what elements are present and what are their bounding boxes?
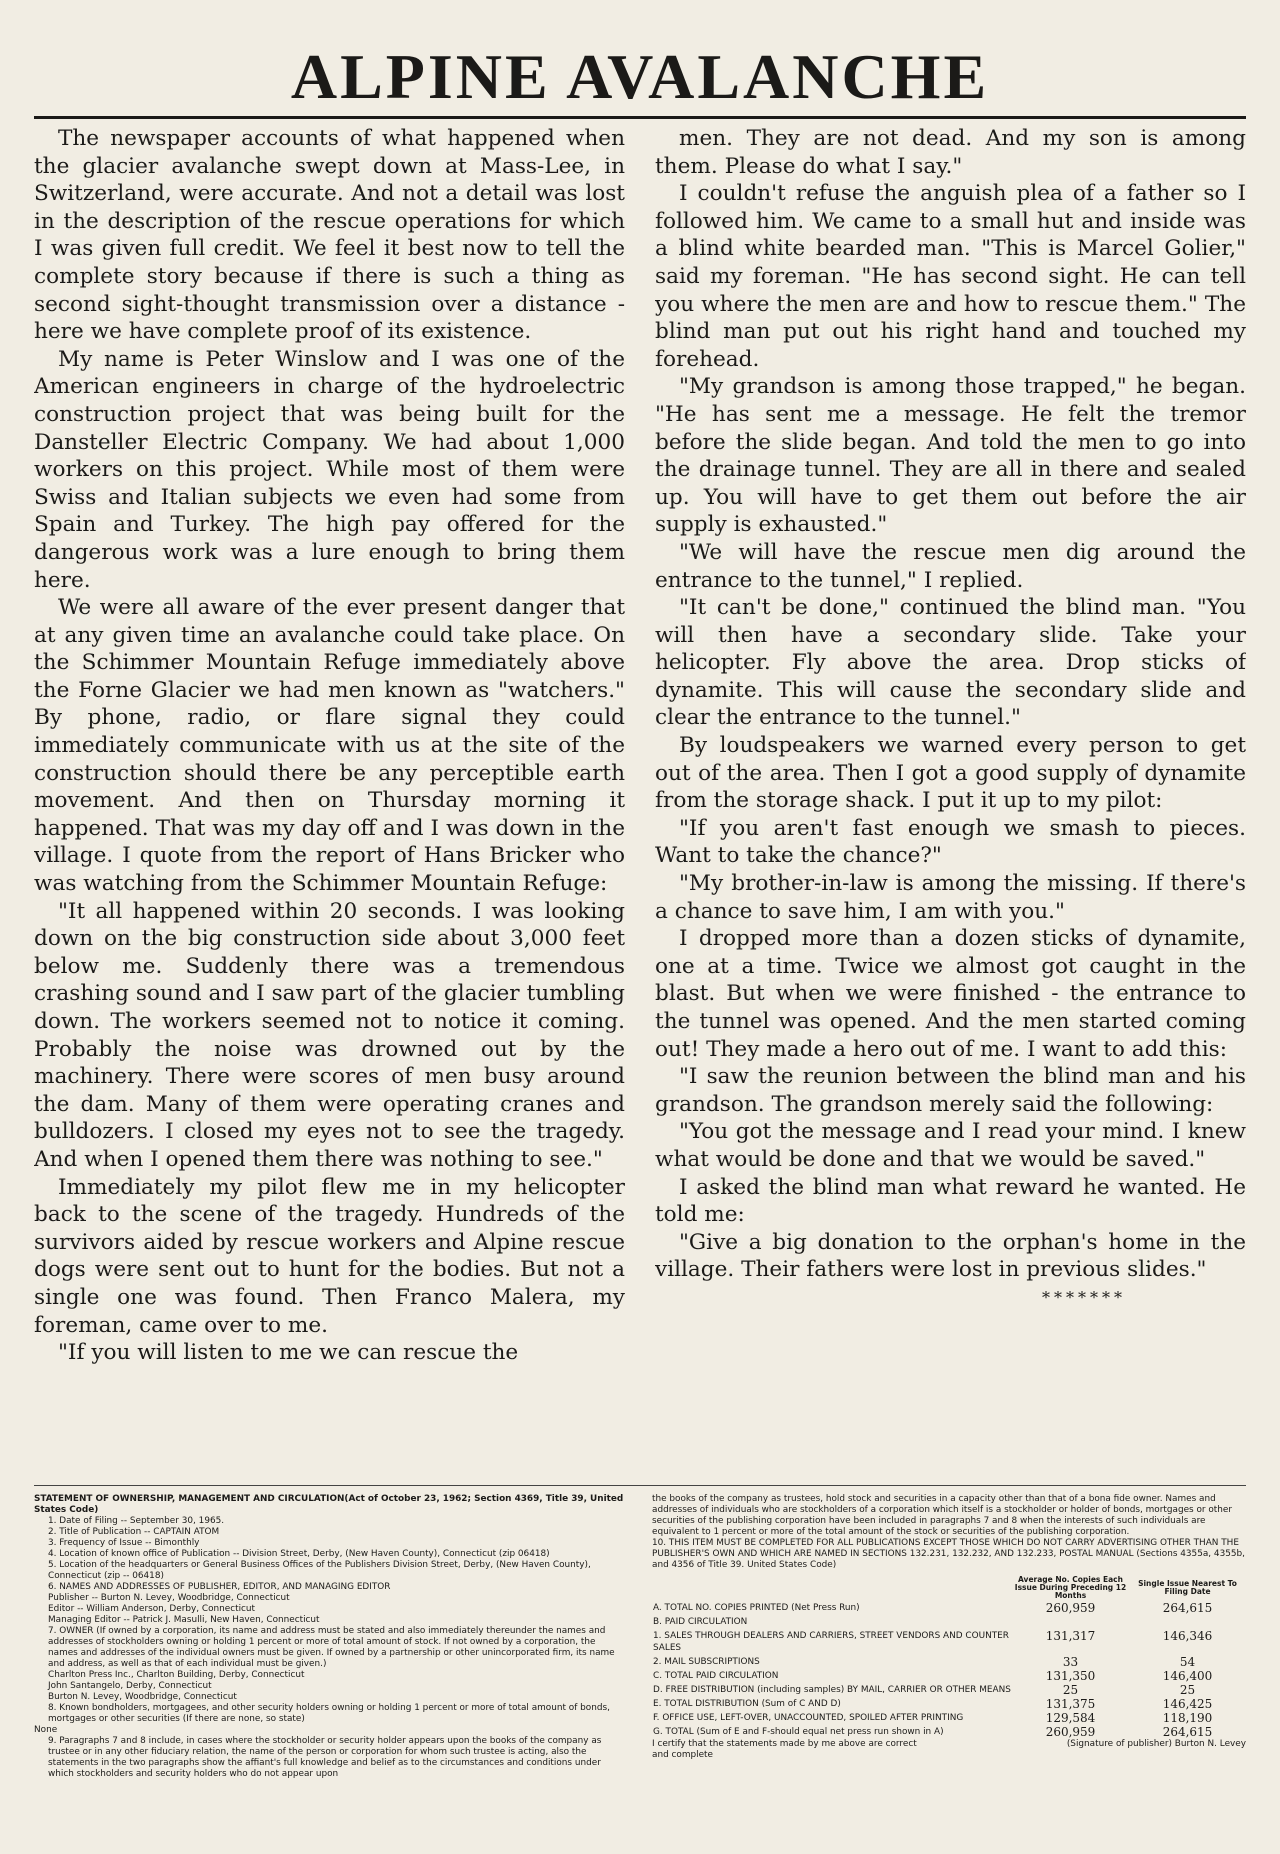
circ-cell-avg: 33: [1062, 1655, 1079, 1669]
statement-item: the books of the company as trustees, hold stock and securities in a capacity other than that of a bona fide owner. Names and addresses of individuals who are stockholders of a corporation which itself is a stockholder or holder of bonds, mortgages or other securities of the publishing corporation have been included in paragraphs 7 and 8 when the interests of such individuals are equivalent to 1 percent or more of the total amount of the stock or securities of the publishing corporation.: [652, 1494, 1233, 1537]
table-row: [652, 1601, 1246, 1615]
statement-item: 7. OWNER (If owned by a corporation, its name and address must be stated and also immediately thereunder the names and addresses of stockholders owning or holding 1 percent or more of total amount of stock. If not owned by a corporation, the names and addresses of the individual owners must be given. If owned by a partnership or other unincorporated firm, its name and address, as well as that of each individual must be given.): [48, 1626, 615, 1669]
story-paragraph: Immediately my pilot flew me in my helicopter back to the scene of the tragedy. Hundreds of the survivors aided by rescue workers and Alpine rescue dogs were sent out to hunt for the bodies. But not a single one was found. Then Franco Malera, my foreman, came over to me.: [34, 1174, 625, 1338]
story-paragraph: The newspaper accounts of what happened when the glacier avalanche swept down at Mass-Lee, in Switzerland, were accurate. And not a detail was lost in the description of the rescue operations for which I was given full credit. We feel it best now to tell the complete story because if there is such a thing as second sight-thought transmission over a distance - here we have complete proof of its existence.: [34, 126, 625, 345]
statement-item: 5. Location of the headquarters or General Business Offices of the Publishers Division Street, Derby, (New Haven County), Connecticut (zip -- 06418): [48, 1560, 591, 1581]
circ-cell-label: 1. SALES THROUGH DEALERS AND CARRIERS, STREET VENDORS AND COUNTER SALES: [653, 1631, 1009, 1653]
certify-text: I certify that the statements made by me above are correct and complete: [652, 1739, 917, 1760]
certification: [652, 1739, 1246, 1761]
table-row: [652, 1711, 1246, 1725]
statement-item: 6. NAMES AND ADDRESSES OF PUBLISHER, EDITOR, AND MANAGING EDITOR: [48, 1582, 391, 1592]
statement-column-right: [652, 1494, 1246, 1780]
publisher-signature: (Signature of publisher) Burton N. Levey: [1066, 1739, 1246, 1749]
table-row: [652, 1725, 1246, 1739]
circ-cell-avg: 129,584: [1045, 1711, 1096, 1725]
statement-item: Burton N. Levey, Woodbridge, Connecticut: [48, 1692, 237, 1702]
story-paragraph: men. They are not dead. And my son is among them. Please do what I say.": [655, 126, 1246, 179]
story-paragraph: "If you aren't fast enough we smash to pieces. Want to take the chance?": [655, 815, 1246, 869]
story-paragraph: I dropped more than a dozen sticks of dynamite, one at a time. Twice we almost got caught in the blast. But when we were finished - the entrance to the tunnel was opened. And the men started coming out! They made a hero out of me. I want to add this:: [655, 926, 1246, 1062]
circulation-table: [652, 1575, 1246, 1739]
statement-item: 9. Paragraphs 7 and 8 include, in cases where the stockholder or security holder appears upon the books of the company as trustee or in any other fiduciary relation, the name of the person or corporation for whom such trustee is acting, also the statements in the two paragraphs show the affiant's full knowledge and belief as to the circumstances and conditions under which stockholders and security holders who do not appear upon: [48, 1736, 602, 1779]
circ-cell-single: [1129, 1615, 1246, 1629]
page-title: ALPINE AVALANCHE: [34, 0, 1246, 119]
table-row: [652, 1683, 1246, 1697]
circ-cell-single: 264,615: [1162, 1601, 1213, 1615]
circ-cell-avg: [1012, 1615, 1129, 1629]
statement-item: Charlton Press Inc., Charlton Building, Derby, Connecticut: [48, 1670, 305, 1680]
ownership-statement: [34, 1485, 1246, 1780]
circ-cell-label: C. TOTAL PAID CIRCULATION: [653, 1671, 779, 1681]
circ-cell-avg: 260,959: [1045, 1725, 1096, 1739]
statement-item: 8. Known bondholders, mortgagees, and other security holders owning or holding 1 percent or more of total amount of bonds, mortgages or other securities (If there are none, so state): [48, 1703, 610, 1724]
story-paragraph: "It can't be done," continued the blind man. "You will then have a secondary slide. Take your helicopter. Fly above the area. Drop sticks of dynamite. This will cause the secondary slide and clear the entrance to the tunnel.": [655, 595, 1246, 731]
circ-cell-avg: 131,375: [1045, 1697, 1096, 1711]
circ-header-single: Single Issue Nearest To Filing Date: [1138, 1579, 1237, 1596]
statement-item: None: [34, 1725, 58, 1735]
circ-cell-avg: 131,317: [1045, 1629, 1096, 1643]
circ-cell-label: E. TOTAL DISTRIBUTION (Sum of C AND D): [653, 1699, 841, 1709]
circ-cell-avg: 25: [1062, 1683, 1079, 1697]
circ-cell-single: 25: [1179, 1683, 1196, 1697]
circ-cell-single: 118,190: [1162, 1711, 1213, 1725]
story-paragraph: "I saw the reunion between the blind man and his grandson. The grandson merely said the following:: [655, 1064, 1246, 1117]
circ-cell-single: 146,425: [1162, 1697, 1213, 1711]
table-row: [652, 1669, 1246, 1683]
story-paragraph: My name is Peter Winslow and I was one of the American engineers in charge of the hydroelectric construction project that was being built for the Dansteller Electric Company. We had about 1,000 workers on this project. While most of them were Swiss and Italian subjects we even had some from Spain and Turkey. The high pay offered for the dangerous work was a lure enough to bring them here.: [34, 346, 625, 593]
story-column-right: [655, 125, 1246, 1475]
story-paragraph: "You got the message and I read your mind. I knew what would be done and that we would be saved.": [655, 1119, 1246, 1172]
story-paragraph: "If you will listen to me we can rescue the: [58, 1340, 519, 1366]
table-row: [652, 1615, 1246, 1629]
story-paragraph: We were all aware of the ever present danger that at any given time an avalanche could take place. On the Schimmer Mountain Refuge immediately above the Forne Glacier we had men known as "watchers." By phone, radio, or flare signal they could immediately communicate with us at the site of the construction should there be any perceptible earth movement. And then on Thursday morning it happened. That was my day off and I was down in the village. I quote from the report of Hans Bricker who was watching from the Schimmer Mountain Refuge:: [34, 595, 625, 897]
circ-cell-single: 146,400: [1162, 1669, 1213, 1683]
statement-column-left: [34, 1494, 628, 1780]
circ-cell-avg: 260,959: [1045, 1601, 1096, 1615]
circ-cell-avg: 131,350: [1045, 1669, 1096, 1683]
statement-item: Publisher -- Burton N. Levey, Woodbridge, Connecticut: [48, 1593, 290, 1603]
circ-cell-label: 2. MAIL SUBSCRIPTIONS: [653, 1657, 760, 1667]
statement-item: 10. THIS ITEM MUST BE COMPLETED FOR ALL PUBLICATIONS EXCEPT THOSE WHICH DO NOT CARRY ADVERTISING OTHER THAN THE PUBLISHER'S OWN AND WHICH ARE NAMED IN SECTIONS 132.231, 132.232, AND 132.233, POSTAL MANUAL (Sections 4355a, 4355b, and 4356 of Title 39. United States Code): [652, 1538, 1245, 1570]
circ-cell-single: 54: [1179, 1655, 1196, 1669]
table-row: [652, 1697, 1246, 1711]
statement-item: 2. Title of Publication -- CAPTAIN ATOM: [48, 1527, 220, 1537]
story-paragraph: By loudspeakers we warned every person to get out of the area. Then I got a good supply of dynamite from the storage shack. I put it up to my pilot:: [655, 733, 1246, 814]
statement-item: 3. Frequency of Issue -- Bimonthly: [48, 1538, 200, 1548]
story-paragraph: I asked the blind man what reward he wanted. He told me:: [655, 1174, 1246, 1228]
circ-cell-label: D. FREE DISTRIBUTION (including samples) BY MAIL, CARRIER OR OTHER MEANS: [653, 1685, 1011, 1695]
circ-cell-label: F. OFFICE USE, LEFT-OVER, UNACCOUNTED, SPOILED AFTER PRINTING: [653, 1713, 964, 1723]
story-paragraph: "We will have the rescue men dig around the entrance to the tunnel," I replied.: [655, 539, 1246, 593]
statement-item: Managing Editor -- Patrick J. Masulli, New Haven, Connecticut: [48, 1615, 320, 1625]
story-body: [34, 125, 1246, 1475]
story-paragraph: "Give a big donation to the orphan's home in the village. Their fathers were lost in previous slides.": [655, 1229, 1246, 1283]
statement-item: 4. Location of known office of Publication -- Division Street, Derby, (New Haven County), Connecticut (zip 06418): [48, 1549, 550, 1559]
story-paragraph: "It all happened within 20 seconds. I was looking down on the big construction side about 3,000 feet below me. Suddenly there was a tremendous crashing sound and I saw part of the glacier tumbling down. The workers seemed not to notice it coming. Probably the noise was drowned out by the machinery. There were scores of men busy around the dam. Many of them were operating cranes and bulldozers. I closed my eyes not to see the tragedy. And when I opened them there was nothing to see.": [34, 898, 625, 1172]
story-paragraph: I couldn't refuse the anguish plea of a father so I followed him. We came to a small hut and inside was a blind white bearded man. "This is Marcel Golier," said my foreman. "He has second sight. He can tell you where the men are and how to rescue them." The blind man put out his right hand and touched my forehead.: [655, 181, 1246, 372]
circ-cell-label: B. PAID CIRCULATION: [653, 1617, 748, 1627]
end-stars: *******: [1042, 1287, 1126, 1307]
statement-item: 1. Date of Filing -- September 30, 1965.: [48, 1516, 225, 1526]
statement-item: Editor -- William Anderson, Derby, Connecticut: [48, 1604, 256, 1614]
story-paragraph: "My grandson is among those trapped," he began. "He has sent me a message. He felt the tremor before the slide began. And told the men to go into the drainage tunnel. They are all in there and sealed up. You will have to get them out before the air supply is exhausted.": [655, 374, 1246, 538]
circ-header-average: Average No. Copies Each Issue During Preceding 12 Months: [1014, 1575, 1127, 1600]
circ-cell-single: 146,346: [1162, 1629, 1213, 1643]
statement-item: John Santangelo, Derby, Connecticut: [48, 1681, 212, 1691]
circ-cell-label: A. TOTAL NO. COPIES PRINTED (Net Press Run): [653, 1603, 860, 1613]
table-row: [652, 1629, 1246, 1655]
story-column-left: [34, 125, 625, 1475]
circ-cell-single: 264,615: [1162, 1725, 1213, 1739]
story-paragraph: "My brother-in-law is among the missing. If there's a chance to save him, I am with you.": [655, 871, 1246, 924]
circ-cell-label: G. TOTAL (Sum of E and F-should equal net press run shown in A): [653, 1727, 944, 1737]
table-row: [652, 1655, 1246, 1669]
statement-item: STATEMENT OF OWNERSHIP, MANAGEMENT AND CIRCULATION(Act of October 23, 1962; Section 4369, Title 39, United States Code): [34, 1494, 624, 1515]
